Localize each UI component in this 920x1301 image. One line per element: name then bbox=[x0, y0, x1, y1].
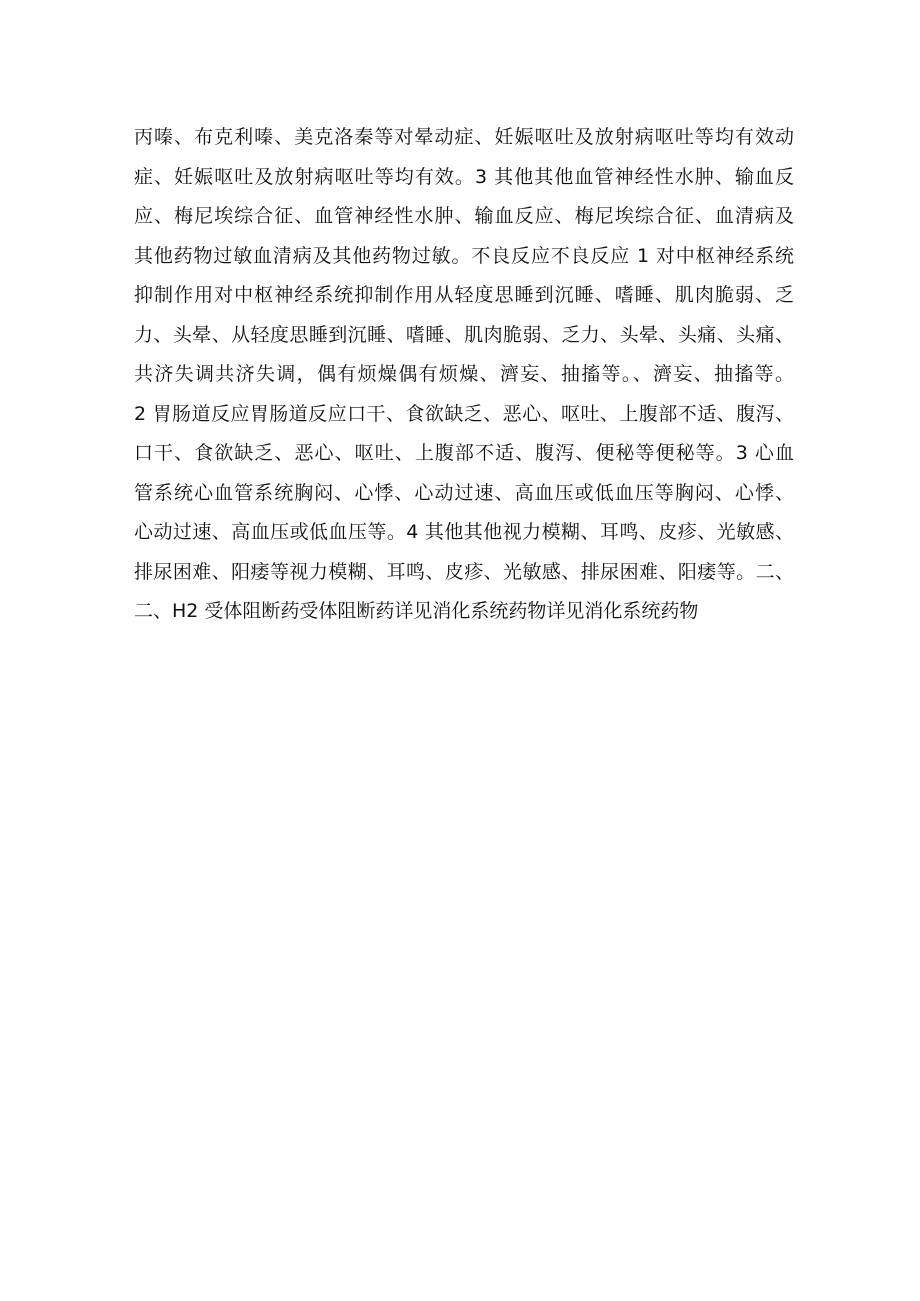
text-line: 症、妊娠呕吐及放射病呕吐等均有效。3 其他其他血管神经性水肿、输血反 bbox=[134, 165, 794, 188]
text-line: 二、H2 受体阻断药受体阻断药详见消化系统药物详见消化系统药物 bbox=[134, 600, 699, 622]
text-line: 口干、食欲缺乏、恶心、呕吐、上腹部不适、腹泻、便秘等便秘等。3 心血 bbox=[134, 442, 794, 464]
text-line: 心动过速、高血压或低血压等。4 其他其他视力模糊、耳鸣、皮疹、光敏感、 bbox=[134, 521, 794, 543]
body-paragraph bbox=[134, 118, 794, 632]
text-line: 共济失调共济失调，偶有烦燥偶有烦燥、濟妄、抽搐等。、濟妄、抽搐等。 bbox=[134, 363, 794, 385]
text-line: 应、梅尼埃综合征、血管神经性水肿、输血反应、梅尼埃综合征、血清病及 bbox=[134, 205, 794, 227]
text-line: 丙嗪、布克利嗪、美克洛秦等对晕动症、妊娠呕吐及放射病呕吐等均有效动 bbox=[134, 126, 794, 148]
text-line: 力、头晕、从轻度思睡到沉睡、嗜睡、肌肉脆弱、乏力、头晕、头痛、头痛、 bbox=[134, 323, 794, 346]
text-line: 管系统心血管系统胸闷、心悸、心动过速、高血压或低血压等胸闷、心悸、 bbox=[134, 481, 794, 504]
text-line: 2 胃肠道反应胃肠道反应口干、食欲缺乏、恶心、呕吐、上腹部不适、腹泻、 bbox=[134, 402, 794, 425]
text-line: 抑制作用对中枢神经系统抑制作用从轻度思睡到沉睡、嗜睡、肌肉脆弱、乏 bbox=[134, 284, 794, 306]
text-line: 排尿困难、阳痿等视力模糊、耳鸣、皮疹、光敏感、排尿困难、阳痿等。二、 bbox=[134, 560, 794, 583]
text-line: 其他药物过敏血清病及其他药物过敏。不良反应不良反应 1 对中枢神经系统 bbox=[134, 244, 794, 267]
